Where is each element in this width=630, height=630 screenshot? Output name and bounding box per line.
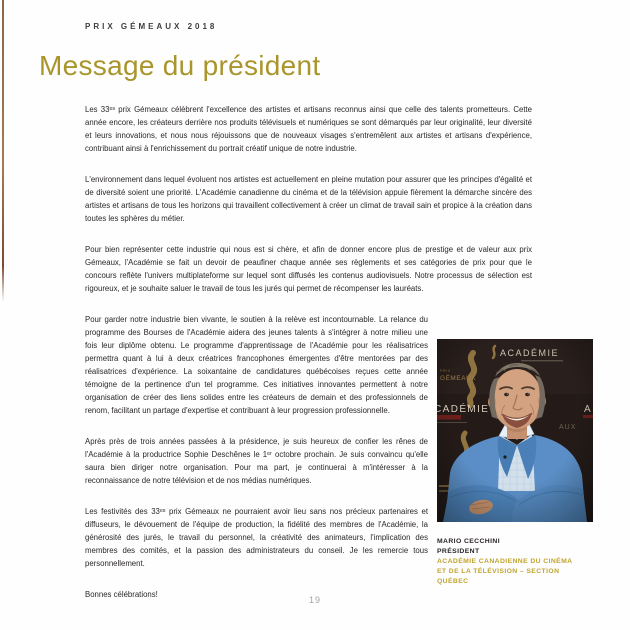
report-kicker: PRIX GÉMEAUX 2018 <box>85 22 218 31</box>
paragraph-5: Après près de trois années passées à la présidence, je suis heureux de confier les rênes de l'Académie à la productrice Sophie Deschênes le 1ᵉʳ octobre prochain. Je suis convaincu qu'elle saura bien diriger notre organisation. Pour ma part, je continuerai à m'intéresser à la reconnaissance de notre télévision et de nos médias numériques. <box>85 437 428 485</box>
photo-caption <box>437 537 593 587</box>
page-title: Message du président <box>39 50 321 81</box>
paragraph-1: Les 33ᵉˢ prix Gémeaux célèbrent l'excellence des artistes et artisans reconnus ainsi que celle des talents prometteurs. Cette année encore, les créateurs derrière nos produits télévisuels et numériques se sont démarqués par leur originalité, leur diversité et leurs innovations, et nous nous réjouissons que de nouveaux visages s'entremêlent aux artistes et artisans d'expérience, contribuant ainsi à l'enrichissement du portrait créatif unique de notre industrie. <box>85 105 532 153</box>
paragraph-6: Les festivités des 33ᵉˢ prix Gémeaux ne pourraient avoir lieu sans nos précieux partenaires et diffuseurs, le dévouement de l'équipe de production, la fidélité des membres de l'Académie, la générosité des jurés, le travail du personnel, la créativité des animateurs, l'implication des membres des comités, et la passion des administrateurs du conseil. Je les remercie tous personnellement. <box>85 507 428 568</box>
caption-org-line2: ET DE LA TÉLÉVISION – SECTION QUÉBEC <box>437 568 560 585</box>
caption-role: PRÉSIDENT <box>437 548 480 555</box>
president-photo-block <box>437 339 593 587</box>
paragraph-3: Pour bien représenter cette industrie qui nous est si chère, et afin de donner encore plus de prestige et de valeur aux prix Gémeaux, l'Académie se fait un devoir de peaufiner chaque année ses règlements et ses catégories de prix pour que le concours reflète l'univers multiplateforme sur lequel sont diffusés les contenus audiovisuels. Notre processus de sélection est rigoureux, et je souhaite saluer le travail de tous les jurés qui permet de récompenser les lauréats. <box>85 245 532 293</box>
president-photo <box>437 339 593 522</box>
page-edge-line <box>2 0 4 302</box>
caption-name: MARIO CECCHINI <box>437 538 500 545</box>
paragraph-2: L'environnement dans lequel évoluent nos artistes est actuellement en pleine mutation pour assurer que les principes d'égalité et de diversité soient une priorité. L'Académie canadienne du cinéma et de la télévision appuie fièrement la démarche sincère des artistes et artisans de tous les horizons qui travaillent collectivement à créer un climat de travail sain et propice à la création dans toutes les sphères du métier. <box>85 175 532 223</box>
paragraph-4: Pour garder notre industrie bien vivante, le soutien à la relève est incontournable. La relance du programme des Bourses de l'Académie aidera des jeunes talents à s'intégrer à notre milieu une fois leur diplôme obtenu. Le programme d'apprentissage de l'Académie pour les réalisatrices permettra quant à lui à deux créatrices francophones émergentes d'être mentorées par des réalisatrices d'expérience. La soixantaine de candidatures québécoises reçues cette année témoigne de la pertinence d'un tel programme. Ces initiatives innovantes permettent à notre organisation de créer des liens solides entre les créateurs de demain et des professionnels de renom, facilitant un partage d'expertise et contribuant à leur progression professionnelle. <box>85 315 428 415</box>
president-photo-illustration <box>437 339 593 522</box>
page-number: 19 <box>308 595 321 605</box>
paragraph-7: Bonnes célébrations! <box>85 590 158 599</box>
caption-org-line1: ACADÉMIE CANADIENNE DU CINÉMA <box>437 558 573 565</box>
